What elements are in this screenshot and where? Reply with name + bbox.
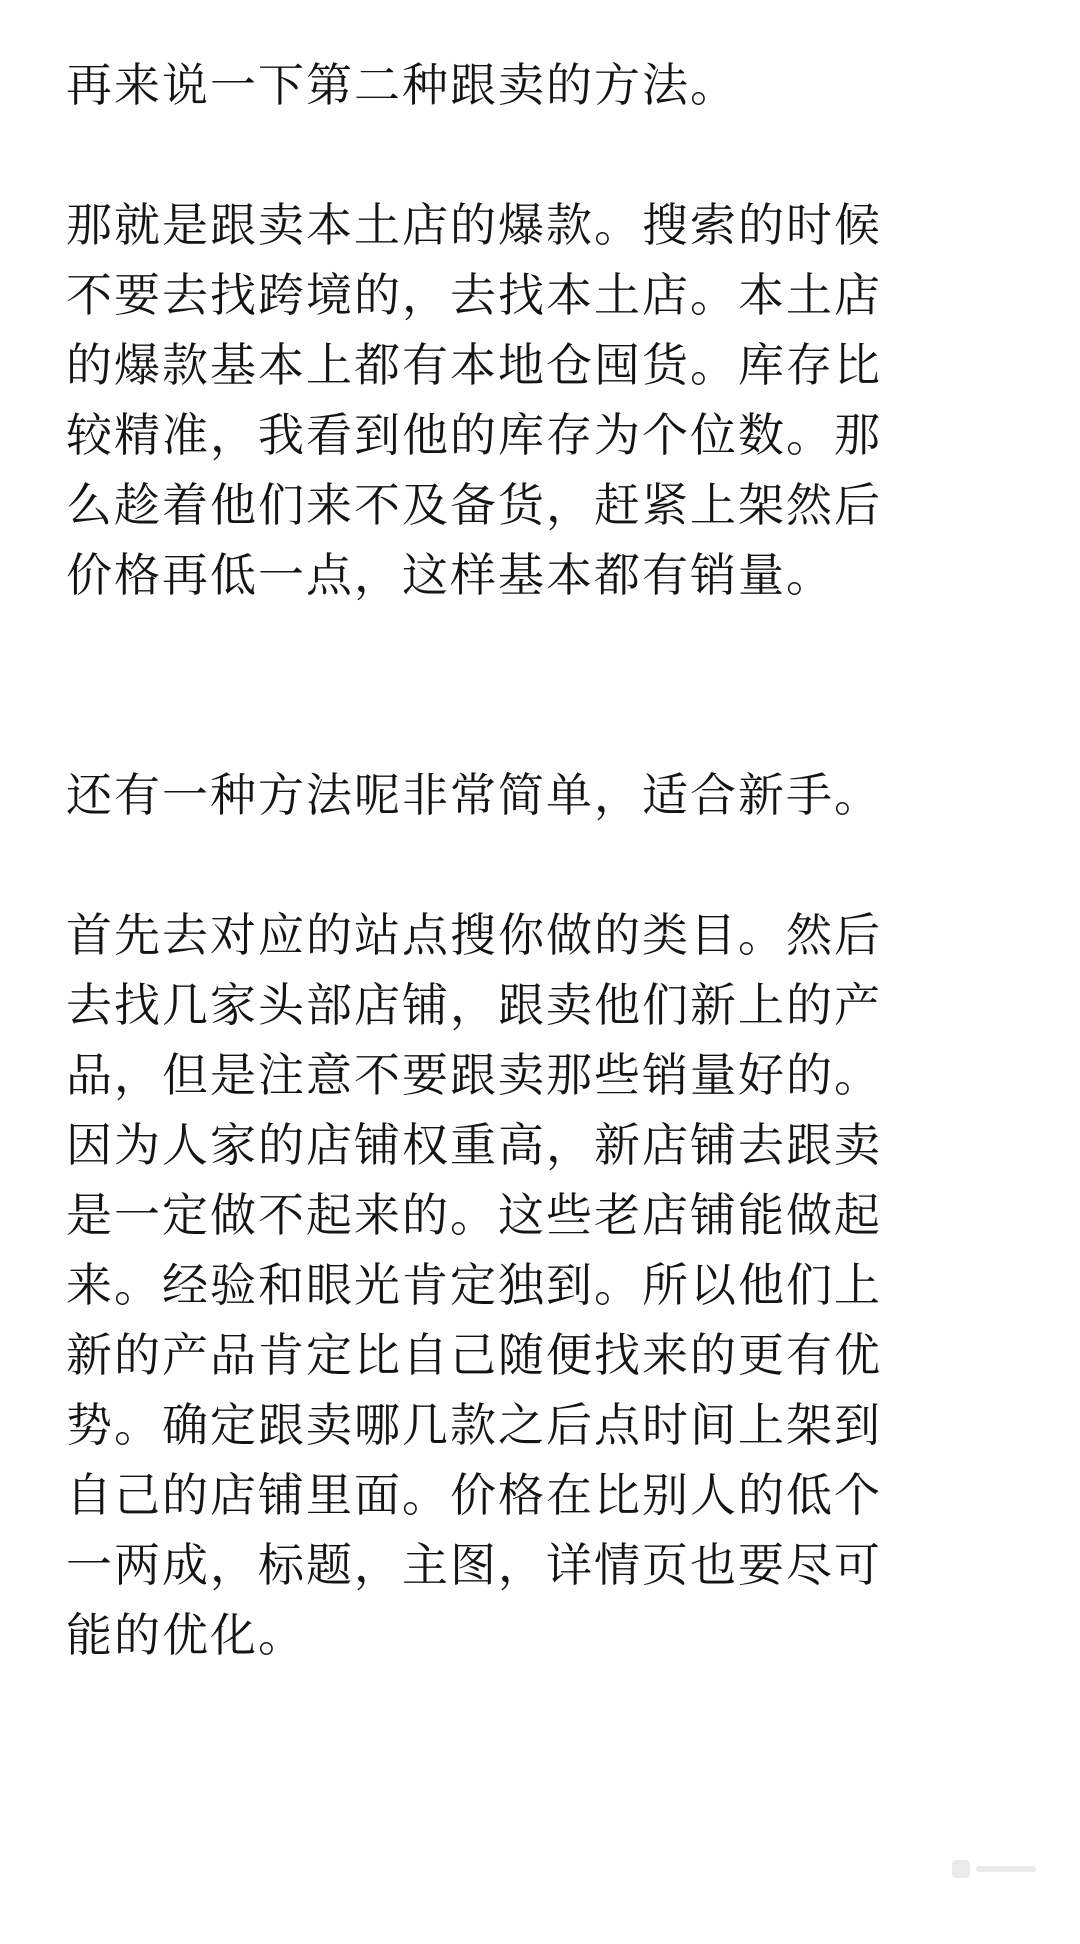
paragraph-2-line-3: 的爆款基本上都有本地仓囤货。库存比 (66, 338, 882, 392)
paragraph-2-line-5: 么趁着他们来不及备货，赶紧上架然后 (66, 478, 882, 532)
paragraph-2-line-6: 价格再低一点，这样基本都有销量。 (66, 548, 834, 602)
faint-watermark-icon (950, 1854, 1040, 1884)
paragraph-2-line-1: 那就是跟卖本土店的爆款。搜索的时候 (66, 198, 882, 252)
paragraph-4-line-4: 因为人家的店铺权重高，新店铺去跟卖 (66, 1118, 882, 1172)
paragraph-4-line-3: 品，但是注意不要跟卖那些销量好的。 (66, 1048, 882, 1102)
paragraph-4-line-9: 自己的店铺里面。价格在比别人的低个 (66, 1468, 882, 1522)
paragraph-4-line-11: 能的优化。 (66, 1608, 306, 1662)
paragraph-2-line-4: 较精准，我看到他的库存为个位数。那 (66, 408, 882, 462)
paragraph-4-line-6: 来。经验和眼光肯定独到。所以他们上 (66, 1258, 882, 1312)
paragraph-4-line-7: 新的产品肯定比自己随便找来的更有优 (66, 1328, 882, 1382)
paragraph-3-line-1: 还有一种方法呢非常简单，适合新手。 (66, 768, 882, 822)
paragraph-4-line-2: 去找几家头部店铺，跟卖他们新上的产 (66, 978, 882, 1032)
paragraph-2-line-2: 不要去找跨境的，去找本土店。本土店 (66, 268, 882, 322)
paragraph-4-line-10: 一两成，标题，主图，详情页也要尽可 (66, 1538, 882, 1592)
paragraph-1-line-1: 再来说一下第二种跟卖的方法。 (66, 58, 738, 112)
paragraph-4-line-8: 势。确定跟卖哪几款之后点时间上架到 (66, 1398, 882, 1452)
paragraph-4-line-5: 是一定做不起来的。这些老店铺能做起 (66, 1188, 882, 1242)
paragraph-4-line-1: 首先去对应的站点搜你做的类目。然后 (66, 908, 882, 962)
